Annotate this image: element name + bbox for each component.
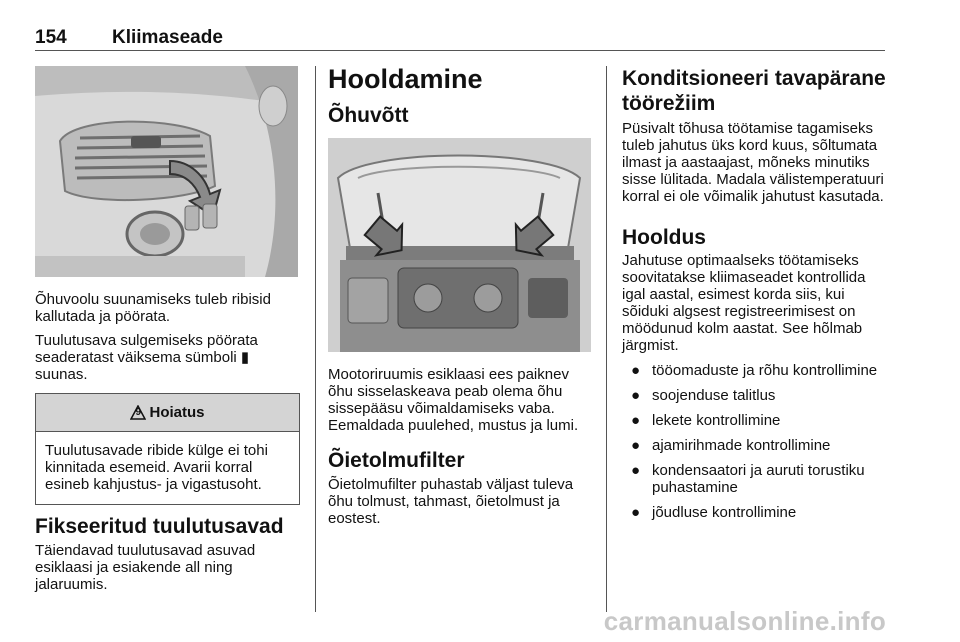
warning-title: Hoiatus: [149, 404, 205, 421]
list-item-text: tööomaduste ja rõhu kontrollimine: [652, 362, 878, 379]
header-rule: [35, 50, 885, 51]
warning-text: Tuulutusavade ribide külge ei tohi kinnitada esemeid. Avarii korral esineb kahjustus- ja vigastusoht.: [45, 442, 268, 493]
list-item: [622, 504, 888, 521]
pollen-filter-heading: Õietolmufilter: [328, 449, 465, 472]
vent-close-text: Tuulutusava sulgemiseks pöörata seaderatast väiksema sümboli ▮ suunas.: [35, 332, 258, 383]
maintenance-heading: Hooldamine: [328, 64, 483, 94]
air-vent-photo: [35, 66, 298, 277]
air-intake-heading: Õhuvõtt: [328, 104, 409, 127]
list-item-text: lekete kontrollimine: [652, 412, 781, 429]
engine-bay-photo: [328, 138, 591, 352]
page-number: 154: [35, 27, 67, 48]
warning-box: [35, 393, 300, 505]
service-text: Jahutuse optimaalseks töötamiseks soovitatakse kliimaseadet kontrollida igal aastal, esimest korda siis, kui sõiduki algsest registreerimisest on möödunud kolm aastat. See hõlmab järgmist.: [622, 252, 866, 354]
fixed-vents-text: Täiendavad tuulutusavad asuvad esiklaasi ja esiakende all ning jalaruumis.: [35, 542, 256, 593]
bullet-icon: ●: [631, 412, 641, 429]
warning-header: [36, 394, 299, 432]
fixed-vents-heading: Fikseeritud tuulutusavad: [35, 515, 284, 538]
chapter-title: Kliimaseade: [112, 27, 223, 48]
column-divider-left: [315, 66, 316, 612]
list-item: [622, 387, 888, 404]
bullet-icon: ●: [631, 362, 641, 379]
list-item-text: kondensaatori ja auruti torustiku puhastamine: [652, 462, 865, 496]
bullet-icon: ●: [631, 387, 641, 404]
regular-operation-heading: Konditsioneeri tavapärane töörežiim: [622, 67, 886, 115]
air-vent-illustration: [35, 66, 298, 277]
service-checklist: [622, 362, 888, 521]
bullet-icon: ●: [631, 504, 641, 521]
engine-bay-illustration: [328, 138, 591, 352]
pollen-filter-text: Õietolmufilter puhastab väljast tuleva õhu tolmust, tahmast, õietolmust ja eostest.: [328, 476, 574, 527]
bullet-icon: ●: [631, 462, 641, 479]
warning-triangle-icon: [130, 405, 146, 420]
list-item-text: soojenduse talitlus: [652, 387, 776, 404]
list-item: [622, 362, 888, 379]
regular-operation-text: Püsivalt tõhusa töötamise tagamiseks tuleb jahutus üks kord kuus, sõltumata ilmast ja aastaajast, mõneks minutiks sisse lülitada. Madala välistemperatuuri korral ei ole võimalik jahutust kasutada.: [622, 120, 884, 205]
warning-number: 9: [135, 407, 142, 418]
list-item: [622, 462, 888, 496]
column-divider-right: [606, 66, 607, 612]
bullet-icon: ●: [631, 437, 641, 454]
service-heading: Hooldus: [622, 226, 706, 249]
list-item: [622, 412, 888, 429]
air-intake-text: Mootoriruumis esiklaasi ees paiknev õhu sisselaskeava peab olema õhu sissepääsu võimaldamiseks vaba. Eemaldada puulehed, mustus ja lumi.: [328, 366, 579, 434]
list-item: [622, 437, 888, 454]
list-item-text: ajamirihmade kontrollimine: [652, 437, 831, 454]
vent-direction-text: Õhuvoolu suunamiseks tuleb ribisid kallutada ja pöörata.: [35, 291, 271, 325]
list-item-text: jõudluse kontrollimine: [652, 504, 797, 521]
watermark: carmanualsonline.info: [603, 606, 886, 636]
